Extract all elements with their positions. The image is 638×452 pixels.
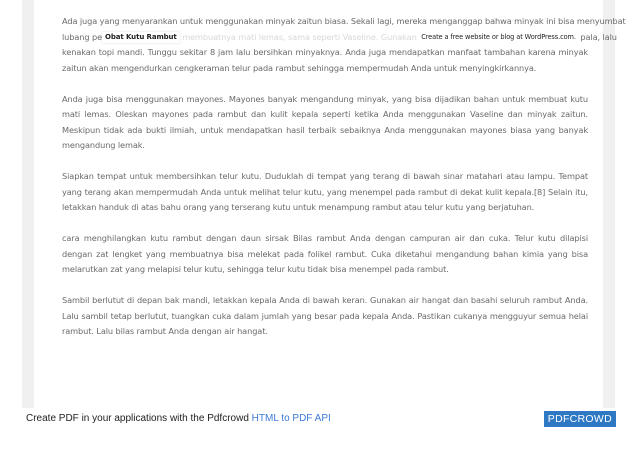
html-to-pdf-link[interactable]: HTML to PDF API — [251, 413, 331, 424]
paragraph-vinegar: cara menghilangkan kutu rambut dengan daun sirsak Bilas rambut Anda dengan campuran air dan cuka. Telur kutu dilapisi dengan zat lengket yang membuatnya bisa melekat pada folikel rambut. Cuka diketahui mengandung bahan kimia yang bisa melarutkan zat yang melapisi telur kutu, sehingga telur kutu tidak bisa menempel pada rambut. — [62, 233, 588, 274]
paragraph-mayonnaise: Anda juga bisa menggunakan mayones. Mayones banyak mengandung minyak, yang bisa dijadikan bahan untuk membuat kutu mati lemas. Oleskan mayones pada rambut dan kulit kepala seperti ketika Anda menggunakan Vaseline dan minyak zaitun. Meskipun tidak ada bukti ilmiah, untuk mendapatkan hasil terbaik sebaiknya Anda menggunakan mayones biasa yang banyak mengandung lemak. — [62, 93, 588, 150]
paragraph-text: kenakan topi mandi. Tunggu sekitar 8 jam lalu bersihkan minyaknya. Anda juga mendapatkan manfaat tambahan karena minyak zaitun akan mengendurkan cengkeraman telur pada rambut sehingga mempermudah Anda untuk menyingkirkannya. — [62, 47, 588, 73]
pdf-footer — [0, 408, 638, 430]
pdfcrowd-button[interactable]: PDFCROWD — [544, 411, 616, 427]
footer-text-wrapper — [26, 413, 331, 424]
paragraph-preparation: Siapkan tempat untuk membersihkan telur kutu. Duduklah di tempat yang terang di bawah sinar matahari atau lampu. Tempat yang terang akan mempermudah Anda untuk melihat telur kutu, yang menempel pada rambut di dekat kulit kepala.[8] Selain itu, letakkan handuk di atas bahu orang yang terserang kutu untuk menampung rambut atau telur kutu yang berjatuhan. — [62, 171, 588, 212]
bottom-blank-strip — [0, 430, 638, 452]
right-margin-strip — [603, 0, 615, 408]
paragraph-rinse: Sambil berlutut di depan bak mandi, letakkan kepala Anda di bawah keran. Gunakan air hangat dan basahi seluruh rambut Anda. Lalu sambil tetap berlutut, tuangkan cuka dalam jumlah yang besar pada kepala Anda. Pastikan cukanya mengguyur semua helai rambut. Lalu bilas rambut Anda dengan air hangat. — [62, 295, 588, 336]
wordpress-credit-link[interactable]: Create a free website or blog at WordPress.com. — [421, 32, 576, 41]
article-body — [62, 14, 626, 355]
paragraph-line — [62, 14, 626, 30]
paragraph-text: Ada juga yang menyarankan untuk menggunakan minyak zaitun biasa. Sekali lagi, mereka menganggap bahwa minyak ini bisa menyumbat — [62, 16, 626, 26]
paragraph-text: pala, lalu — [580, 31, 617, 42]
footer-caption: Create PDF in your applications with the Pdfcrowd — [26, 413, 249, 424]
paragraph-line-with-overlays — [62, 30, 617, 46]
obscured-text: membuatnya mati lemas, sama seperti Vaseline. Gunakan — [179, 31, 417, 42]
paragraph-text: lubang pe — [62, 31, 103, 42]
paragraph-olive-oil — [62, 14, 626, 76]
left-margin-strip — [22, 0, 34, 408]
site-title-chip[interactable]: Obat Kutu Rambut — [102, 32, 180, 43]
